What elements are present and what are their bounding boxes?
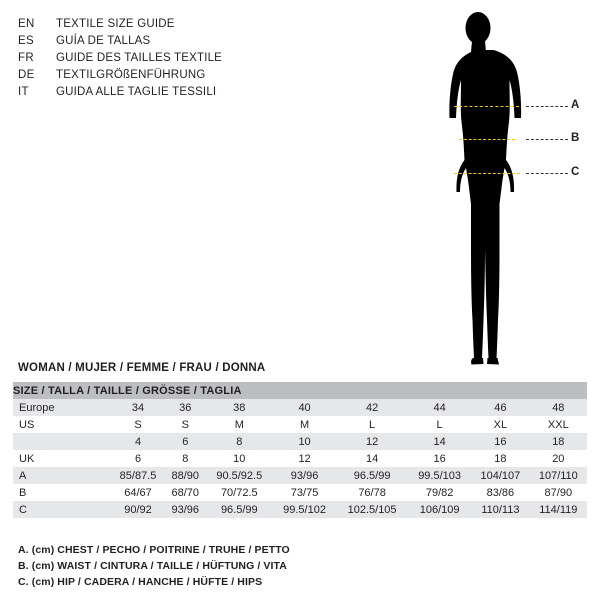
- cell: 76/78: [336, 484, 408, 501]
- cell: 18: [471, 450, 530, 467]
- language-row: [18, 67, 318, 84]
- cell: 83/86: [471, 484, 530, 501]
- cell: 6: [165, 433, 206, 450]
- language-row: [18, 84, 318, 101]
- table-header-label: SIZE / TALLA / TAILLE / GRÖSSE / TAGLIA: [13, 382, 587, 399]
- cell: XXL: [530, 416, 587, 433]
- cell: 107/110: [530, 467, 587, 484]
- footnote-hip: C. (cm) HIP / CADERA / HANCHE / HÜFTE / HIPS: [18, 576, 263, 588]
- cell: 79/82: [408, 484, 471, 501]
- table-row: [13, 501, 587, 518]
- language-row: [18, 16, 318, 33]
- cell: 99.5/102: [273, 501, 336, 518]
- cell: 42: [336, 399, 408, 416]
- cell: 85/87.5: [111, 467, 165, 484]
- cell: 110/113: [471, 501, 530, 518]
- cell: 90/92: [111, 501, 165, 518]
- table-row: [13, 433, 587, 450]
- language-code: IT: [18, 86, 29, 98]
- row-label: C: [13, 501, 111, 518]
- cell: 8: [165, 450, 206, 467]
- cell: 8: [206, 433, 274, 450]
- table-row: [13, 416, 587, 433]
- table-row: [13, 399, 587, 416]
- cell: 114/119: [530, 501, 587, 518]
- language-title: GUIDA ALLE TAGLIE TESSILI: [56, 86, 217, 98]
- row-label: US: [13, 416, 111, 433]
- cell: 14: [336, 450, 408, 467]
- cell: M: [206, 416, 274, 433]
- cell: 4: [111, 433, 165, 450]
- cell: 96.5/99: [336, 467, 408, 484]
- cell: 40: [273, 399, 336, 416]
- hip-measure-row: [430, 168, 590, 180]
- size-table: [13, 382, 587, 518]
- body-silhouette-icon: [430, 8, 590, 368]
- row-label: Europe: [13, 399, 111, 416]
- measure-label-a: A: [571, 99, 580, 111]
- row-label: B: [13, 484, 111, 501]
- row-label: [13, 433, 111, 450]
- cell: 70/72.5: [206, 484, 274, 501]
- cell: 34: [111, 399, 165, 416]
- table-row: [13, 450, 587, 467]
- chest-measure-row: [430, 101, 590, 113]
- cell: 20: [530, 450, 587, 467]
- cell: 93/96: [273, 467, 336, 484]
- cell: 36: [165, 399, 206, 416]
- cell: 104/107: [471, 467, 530, 484]
- cell: 88/90: [165, 467, 206, 484]
- language-code: EN: [18, 18, 35, 30]
- footnotes: [18, 542, 578, 590]
- cell: 87/90: [530, 484, 587, 501]
- cell: 73/75: [273, 484, 336, 501]
- cell: 90.5/92.5: [206, 467, 274, 484]
- language-row: [18, 50, 318, 67]
- cell: 16: [471, 433, 530, 450]
- language-code: FR: [18, 52, 34, 64]
- cell: L: [408, 416, 471, 433]
- cell: 10: [273, 433, 336, 450]
- cell: 93/96: [165, 501, 206, 518]
- cell: 12: [336, 433, 408, 450]
- table-row: [13, 484, 587, 501]
- language-title: GUÍA DE TALLAS: [56, 35, 151, 47]
- table-header-row: [13, 382, 587, 399]
- cell: 48: [530, 399, 587, 416]
- cell: 10: [206, 450, 274, 467]
- cell: 14: [408, 433, 471, 450]
- cell: 68/70: [165, 484, 206, 501]
- cell: 44: [408, 399, 471, 416]
- row-label: UK: [13, 450, 111, 467]
- language-title: TEXTILGRÖßENFÜHRUNG: [56, 69, 206, 81]
- table-row: [13, 467, 587, 484]
- cell: 64/67: [111, 484, 165, 501]
- cell: 102.5/105: [336, 501, 408, 518]
- cell: 18: [530, 433, 587, 450]
- section-title: WOMAN / MUJER / FEMME / FRAU / DONNA: [18, 362, 266, 374]
- female-body-figure: [430, 8, 590, 368]
- language-header-block: [18, 16, 318, 101]
- measure-label-c: C: [571, 166, 580, 178]
- language-code: DE: [18, 69, 35, 81]
- language-title: TEXTILE SIZE GUIDE: [56, 18, 175, 30]
- cell: 16: [408, 450, 471, 467]
- cell: XL: [471, 416, 530, 433]
- measure-label-b: B: [571, 132, 580, 144]
- language-row: [18, 33, 318, 50]
- cell: 6: [111, 450, 165, 467]
- language-code: ES: [18, 35, 34, 47]
- cell: 99.5/103: [408, 467, 471, 484]
- cell: 106/109: [408, 501, 471, 518]
- row-label: A: [13, 467, 111, 484]
- cell: 96.5/99: [206, 501, 274, 518]
- language-title: GUIDE DES TAILLES TEXTILE: [56, 52, 223, 64]
- footnote-waist: B. (cm) WAIST / CINTURA / TAILLE / HÜFTUNG / VITA: [18, 560, 287, 572]
- cell: 38: [206, 399, 274, 416]
- cell: 46: [471, 399, 530, 416]
- cell: 12: [273, 450, 336, 467]
- footnote-chest: A. (cm) CHEST / PECHO / POITRINE / TRUHE / PETTO: [18, 544, 290, 556]
- cell: M: [273, 416, 336, 433]
- cell: L: [336, 416, 408, 433]
- cell: S: [165, 416, 206, 433]
- waist-measure-row: [430, 134, 590, 146]
- cell: S: [111, 416, 165, 433]
